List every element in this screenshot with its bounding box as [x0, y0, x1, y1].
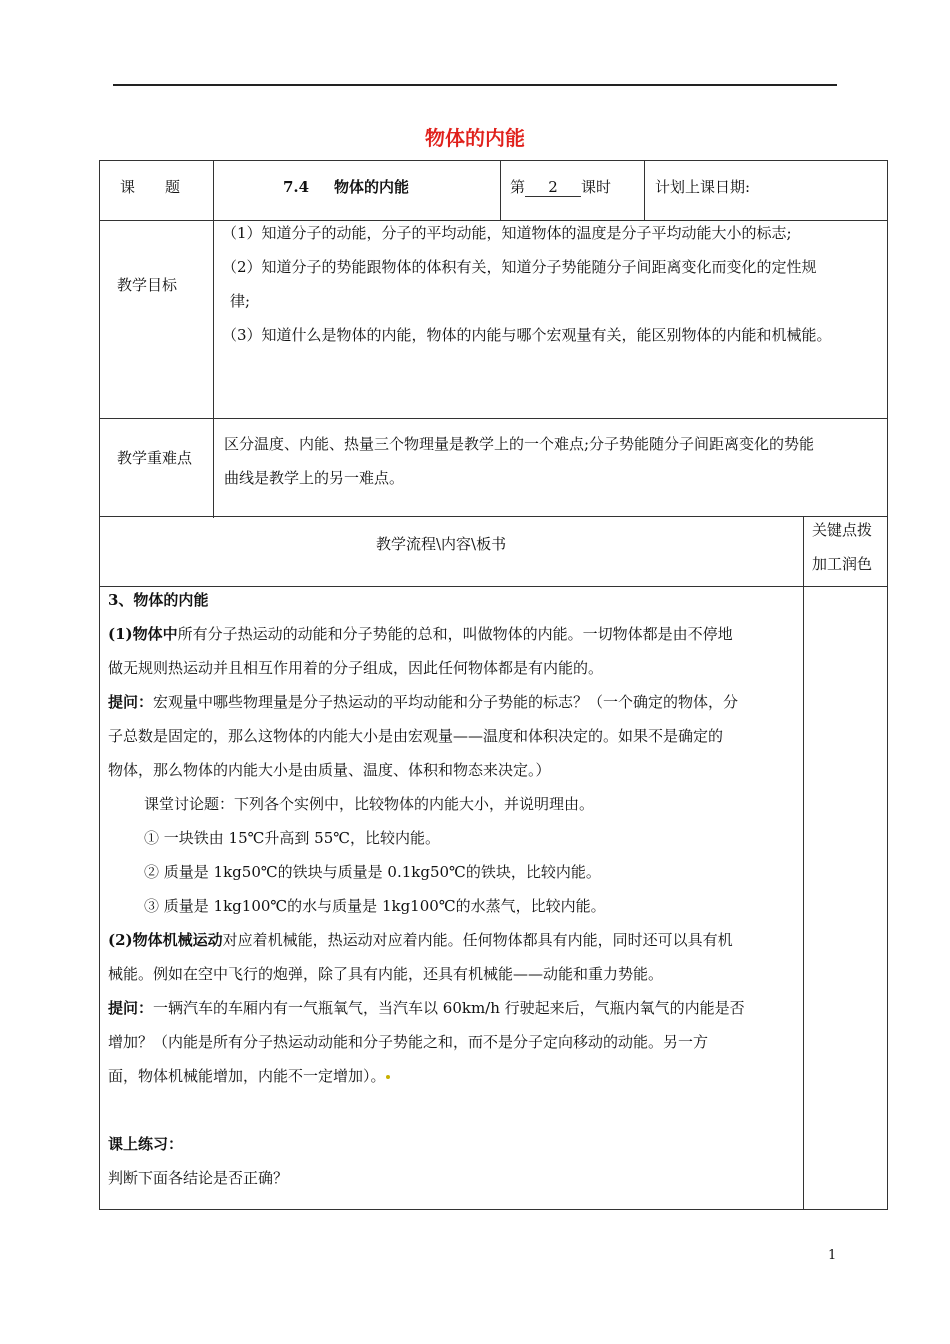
p2-heading: (2)物体机械运动 [108, 931, 223, 949]
example-2: ② 质量是 1kg50℃的铁块与质量是 0.1kg50℃的铁块，比较内能。 [144, 863, 601, 881]
q1-heading: 提问： [108, 693, 154, 711]
page-title: 物体的内能 [425, 126, 525, 150]
paragraph-2-line: 械能。例如在空中飞行的炮弹，除了具有内能，还具有机械能——动能和重力势能。 [108, 965, 664, 983]
goal-line: （2）知道分子的势能跟物体的体积有关，知道分子势能随分子间距离变化而变化的定性规 [222, 258, 817, 276]
q2-heading: 提问： [108, 999, 154, 1017]
discussion-prompt: 课堂讨论题：下列各个实例中，比较物体的内能大小，并说明理由。 [144, 795, 595, 813]
spacer [108, 1093, 798, 1127]
question-2-line: 增加？（内能是所有分子热运动动能和分子势能之和，而不是分子定向移动的动能。另一方 [108, 1033, 709, 1051]
practice-title: 课上练习： [108, 1135, 184, 1153]
page-number: 1 [828, 1248, 837, 1263]
subject-label: 课 题 [120, 178, 181, 196]
period-field [510, 177, 611, 197]
paragraph-2-line: (2)物体机械运动对应着机械能，热运动对应着内能。任何物体都具有内能，同时还可以具有机 [108, 931, 733, 949]
goal-line: （1）知道分子的动能，分子的平均动能，知道物体的温度是分子平均动能大小的标志; [222, 224, 792, 242]
row-divider [99, 516, 888, 517]
col-divider [803, 516, 804, 1210]
p1-heading: (1)物体中 [108, 625, 178, 643]
lesson-title: 物体的内能 [334, 178, 410, 196]
col-divider [644, 160, 645, 221]
section-title: 3、物体的内能 [108, 591, 209, 609]
difficulty-line: 曲线是教学上的另一难点。 [224, 469, 405, 487]
lesson-body [108, 583, 798, 1195]
practice-question: 判断下面各结论是否正确？ [108, 1169, 289, 1187]
col-divider [213, 160, 214, 518]
side-header-2: 加工润色 [812, 555, 873, 573]
row-divider [99, 418, 888, 419]
question-2-line: 面，物体机械能增加，内能不一定增加）。 [108, 1059, 798, 1093]
goal-line: （3）知道什么是物体的内能，物体的内能与哪个宏观量有关，能区别物体的内能和机械能。 [222, 326, 832, 344]
side-header-1: 关键点拨 [812, 521, 873, 539]
question-1-line: 提问：宏观量中哪些物理量是分子热运动的平均动能和分子势能的标志？（一个确定的物体，分 [108, 693, 739, 711]
goals-label: 教学目标 [117, 276, 178, 294]
col-divider [500, 160, 501, 221]
difficulty-line: 区分温度、内能、热量三个物理量是教学上的一个难点;分子势能随分子间距离变化的势能 [224, 435, 815, 453]
period-value: 2 [525, 179, 581, 197]
period-prefix: 第 [510, 178, 526, 196]
question-2-line: 提问：一辆汽车的车厢内有一气瓶氧气，当汽车以 60km/h 行驶起来后，气瓶内氧气的内能是否 [108, 999, 745, 1017]
goals-content [222, 216, 886, 352]
top-rule [113, 84, 837, 86]
goal-line: 律; [230, 292, 251, 310]
period-suffix: 课时 [581, 178, 612, 196]
lesson-number: 7.4 [283, 178, 310, 196]
dot-mark [386, 1075, 390, 1079]
paragraph-1-line: 做无规则热运动并且相互作用着的分子组成，因此任何物体都是有内能的。 [108, 659, 604, 677]
example-3: ③ 质量是 1kg100℃的水与质量是 1kg100℃的水蒸气，比较内能。 [144, 897, 606, 915]
question-1-line: 子总数是固定的，那么这物体的内能大小是由宏观量——温度和体积决定的。如果不是确定的 [108, 727, 724, 745]
paragraph-1-line: (1)物体中所有分子热运动的动能和分子势能的总和，叫做物体的内能。一切物体都是由不停地 [108, 625, 733, 643]
plan-date-label: 计划上课日期: [655, 178, 751, 196]
example-1: ① 一块铁由 15℃升高到 55℃，比较内能。 [144, 829, 441, 847]
question-1-line: 物体，那么物体的内能大小是由质量、温度、体积和物态来决定。） [108, 761, 551, 779]
difficulty-content [224, 427, 888, 495]
flow-header: 教学流程\内容\板书 [376, 535, 507, 553]
difficulty-label: 教学重难点 [117, 449, 193, 467]
